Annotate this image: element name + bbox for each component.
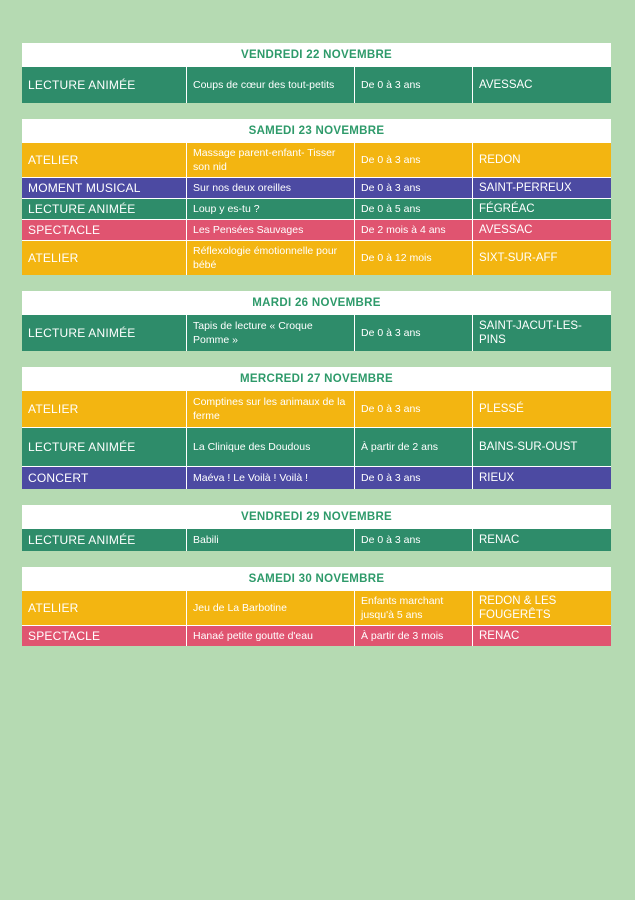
event-title: Tapis de lecture « Croque Pomme » [186, 315, 354, 351]
event-row [22, 314, 611, 351]
day-section [22, 505, 611, 551]
event-schedule [22, 43, 611, 662]
day-section [22, 291, 611, 351]
event-age: À partir de 2 ans [354, 428, 472, 466]
event-place: SIXT-SUR-AFF [472, 241, 611, 275]
event-row [22, 466, 611, 489]
day-header: MERCREDI 27 NOVEMBRE [22, 367, 611, 390]
event-title: La Clinique des Doudous [186, 428, 354, 466]
event-row [22, 219, 611, 240]
event-type: MOMENT MUSICAL [28, 181, 141, 195]
event-place: BAINS-SUR-OUST [472, 428, 611, 466]
day-section [22, 367, 611, 489]
event-type: LECTURE ANIMÉE [28, 78, 136, 92]
event-type: LECTURE ANIMÉE [28, 202, 136, 216]
event-row [22, 625, 611, 646]
event-type: LECTURE ANIMÉE [28, 326, 136, 340]
event-type: CONCERT [28, 471, 89, 485]
event-place: PLESSÉ [472, 391, 611, 427]
event-place: RENAC [472, 626, 611, 646]
event-title: Massage parent-enfant- Tisser son nid [186, 143, 354, 177]
event-type: SPECTACLE [28, 223, 101, 237]
day-header: SAMEDI 30 NOVEMBRE [22, 567, 611, 590]
event-place: SAINT-JACUT-LES-PINS [472, 315, 611, 351]
event-row [22, 528, 611, 551]
event-title: Coups de cœur des tout-petits [186, 67, 354, 103]
event-title: Comptines sur les animaux de la ferme [186, 391, 354, 427]
day-header: VENDREDI 22 NOVEMBRE [22, 43, 611, 66]
day-header: VENDREDI 29 NOVEMBRE [22, 505, 611, 528]
event-title: Réflexologie émotionnelle pour bébé [186, 241, 354, 275]
event-row [22, 142, 611, 177]
event-type: ATELIER [28, 402, 79, 416]
day-header: MARDI 26 NOVEMBRE [22, 291, 611, 314]
event-row [22, 390, 611, 427]
event-type: LECTURE ANIMÉE [28, 533, 136, 547]
event-row [22, 590, 611, 625]
event-title: Hanaé petite goutte d'eau [186, 626, 354, 646]
event-place: REDON [472, 143, 611, 177]
event-type: ATELIER [28, 601, 79, 615]
event-title: Les Pensées Sauvages [186, 220, 354, 240]
event-place: SAINT-PERREUX [472, 178, 611, 198]
event-row [22, 427, 611, 466]
event-place: FÉGRÉAC [472, 199, 611, 219]
event-age: Enfants marchant jusqu'à 5 ans [354, 591, 472, 625]
event-age: De 0 à 3 ans [354, 178, 472, 198]
event-age: De 2 mois à 4 ans [354, 220, 472, 240]
event-place: RIEUX [472, 467, 611, 489]
event-place: RENAC [472, 529, 611, 551]
event-age: De 0 à 3 ans [354, 391, 472, 427]
event-title: Loup y es-tu ? [186, 199, 354, 219]
event-type: ATELIER [28, 251, 79, 265]
event-title: Babili [186, 529, 354, 551]
event-row [22, 66, 611, 103]
event-type: SPECTACLE [28, 629, 101, 643]
event-age: À partir de 3 mois [354, 626, 472, 646]
event-age: De 0 à 3 ans [354, 467, 472, 489]
event-age: De 0 à 3 ans [354, 529, 472, 551]
event-age: De 0 à 3 ans [354, 315, 472, 351]
event-row [22, 240, 611, 275]
day-section [22, 43, 611, 103]
event-age: De 0 à 3 ans [354, 67, 472, 103]
event-row [22, 177, 611, 198]
day-section [22, 119, 611, 275]
event-title: Sur nos deux oreilles [186, 178, 354, 198]
event-type: LECTURE ANIMÉE [28, 440, 136, 454]
event-place: AVESSAC [472, 67, 611, 103]
event-type: ATELIER [28, 153, 79, 167]
event-place: AVESSAC [472, 220, 611, 240]
day-section [22, 567, 611, 646]
event-age: De 0 à 12 mois [354, 241, 472, 275]
event-title: Maéva ! Le Voilà ! Voilà ! [186, 467, 354, 489]
event-age: De 0 à 5 ans [354, 199, 472, 219]
event-row [22, 198, 611, 219]
day-header: SAMEDI 23 NOVEMBRE [22, 119, 611, 142]
event-title: Jeu de La Barbotine [186, 591, 354, 625]
event-place: REDON & LES FOUGERÊTS [472, 591, 611, 625]
event-age: De 0 à 3 ans [354, 143, 472, 177]
